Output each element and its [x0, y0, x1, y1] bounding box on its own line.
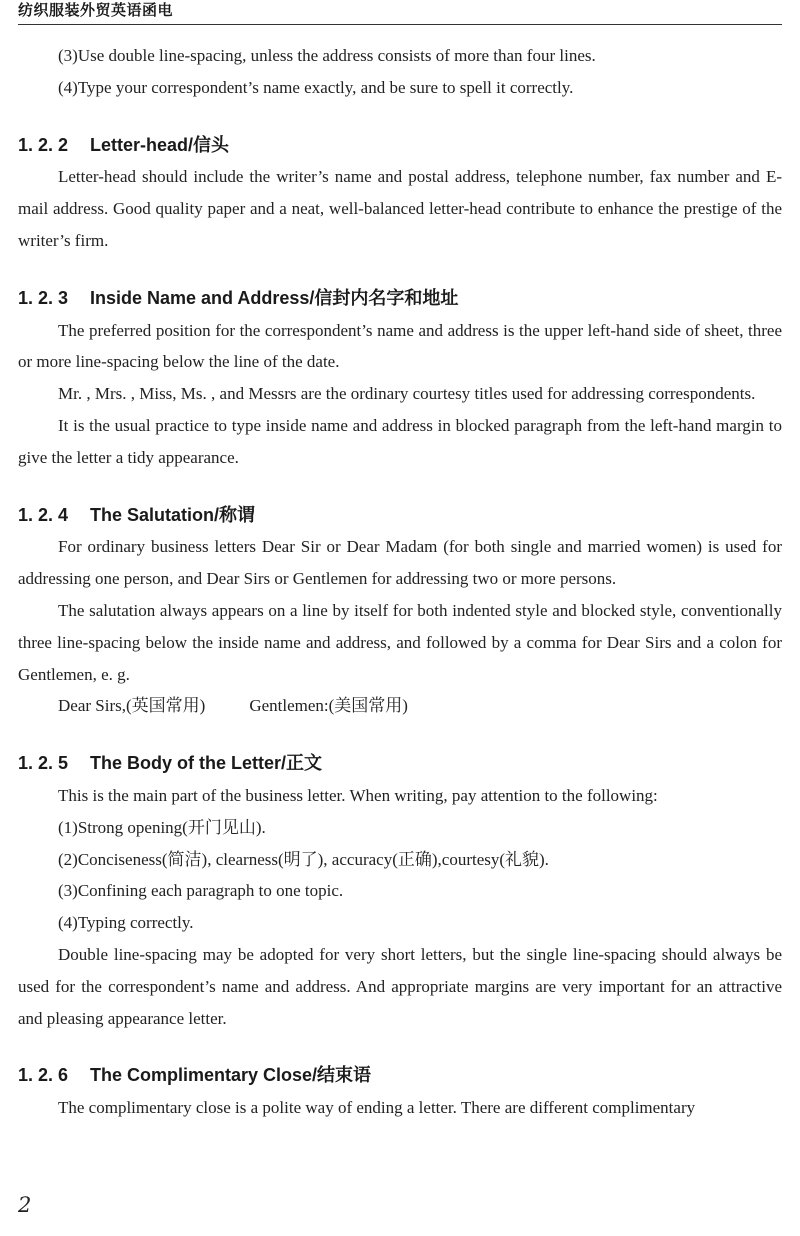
paragraph: Double line-spacing may be adopted for very short letters, but the single line-spacing should always be used for the correspondent’s name and address. And appropriate margins are very important for an attractive and pleasing appearance letter.: [18, 944, 782, 1028]
list-item: (3)Confining each paragraph to one topic.: [58, 881, 344, 901]
list-item: (2)Conciseness(简洁), clearness(明了), accuracy(正确),courtesy(礼貌).: [58, 849, 549, 869]
paragraph: The preferred position for the correspondent’s name and address is the upper left-hand side of sheet, three or more line-spacing below the line of the date.: [18, 320, 782, 372]
top-item-3: (3)Use double line-spacing, unless the address consists of more than four lines.: [58, 46, 596, 65]
list-item: (1)Strong opening(开门见山).: [58, 817, 266, 837]
page-number: 2: [18, 1193, 32, 1217]
example-american: Gentlemen:(美国常用): [249, 696, 408, 716]
section-heading-complimentary-close: [18, 1060, 782, 1092]
section-title: Letter-head/信头: [90, 134, 230, 155]
top-item-4: (4)Type your correspondent’s name exactly, and be sure to spell it correctly.: [58, 77, 574, 97]
section-heading-inside-address: [18, 283, 782, 315]
paragraph: The complimentary close is a polite way of ending a letter. There are different complimentary: [58, 1098, 696, 1118]
section-number: 1. 2. 6: [18, 1065, 69, 1086]
example-british: Dear Sirs,(英国常用): [58, 696, 206, 716]
list-item: (4)Typing correctly.: [58, 913, 194, 933]
salutation-examples: [18, 690, 782, 722]
section-heading-salutation: [18, 500, 782, 532]
section-number: 1. 2. 5: [18, 753, 69, 774]
running-head: 纺织服装外贸英语函电: [18, 0, 782, 25]
paragraph: For ordinary business letters Dear Sir or Dear Madam (for both single and married women) is used for addressing one person, and Dear Sirs or Gentlemen for addressing two or more persons.: [18, 537, 782, 589]
section-title: The Complimentary Close/结束语: [90, 1065, 372, 1086]
section-number: 1. 2. 4: [18, 504, 69, 525]
paragraph: This is the main part of the business letter. When writing, pay attention to the following:: [58, 785, 658, 805]
paragraph: Mr. , Mrs. , Miss, Ms. , and Messrs are the ordinary courtesy titles used for addressing correspondents.: [58, 384, 756, 404]
paragraph: The salutation always appears on a line by itself for both indented style and blocked style, conventionally three line-spacing below the inside name and address, and followed by a comma for Dear Sirs and a colon for Gentlemen, e. g.: [18, 600, 782, 684]
section-title: The Body of the Letter/正文: [90, 753, 323, 774]
paragraph: Letter-head should include the writer’s name and postal address, telephone number, fax number and E-mail address. Good quality paper and a neat, well-balanced letter-head contribute to enhance the prestige of the writer’s firm.: [18, 167, 782, 250]
section-title: The Salutation/称谓: [90, 504, 256, 525]
page-content: [18, 40, 782, 1124]
section-heading-body: [18, 748, 782, 780]
section-heading-letterhead: [18, 130, 782, 162]
section-title: Inside Name and Address/信封内名字和地址: [90, 287, 459, 308]
section-number: 1. 2. 3: [18, 287, 69, 308]
section-number: 1. 2. 2: [18, 134, 69, 155]
paragraph: It is the usual practice to type inside name and address in blocked paragraph from the left-hand margin to give the letter a tidy appearance.: [18, 415, 782, 467]
